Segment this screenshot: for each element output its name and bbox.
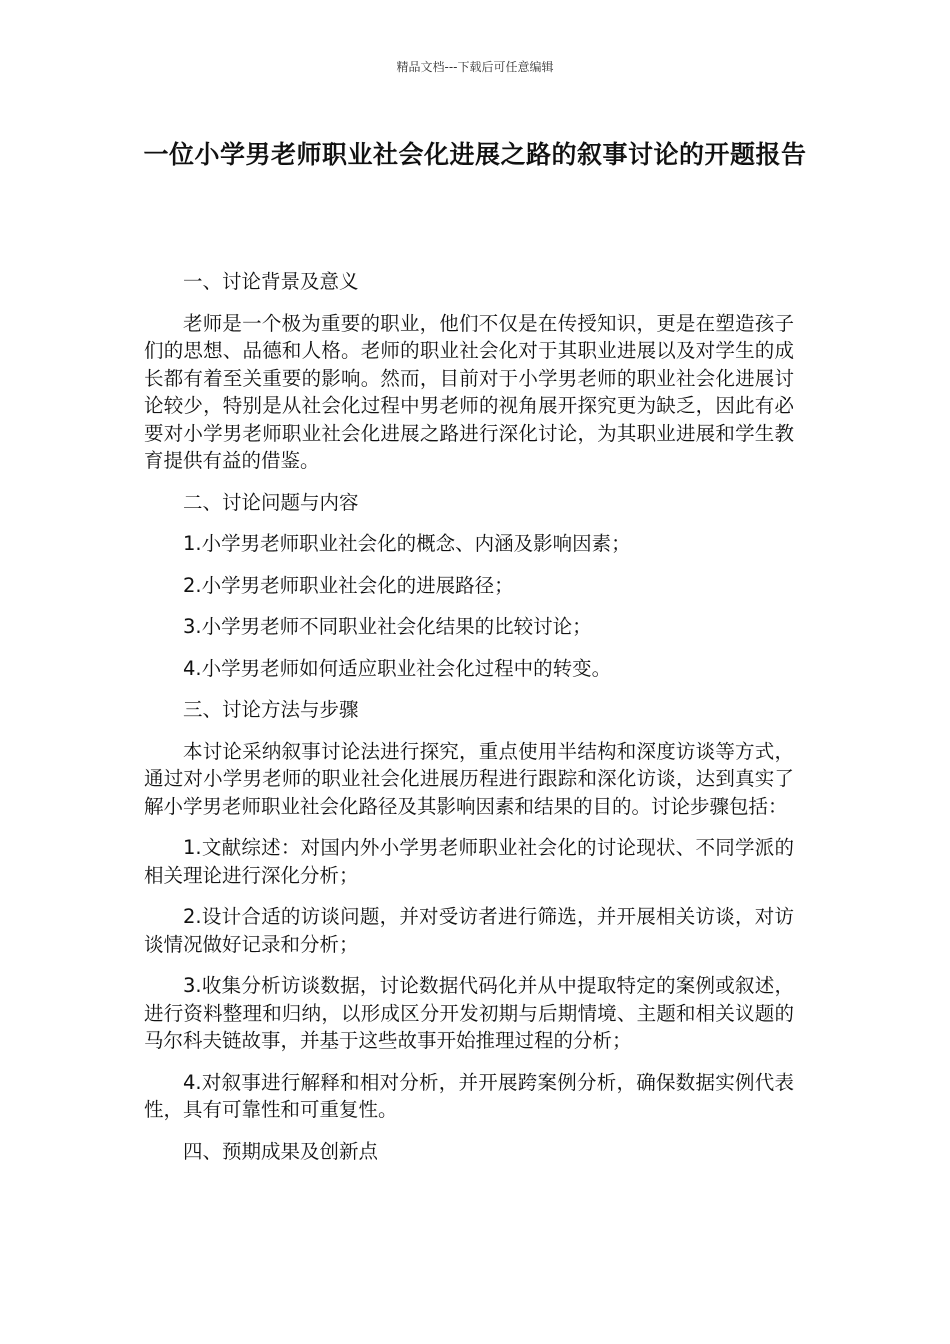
section-heading: 一、讨论背景及意义 [183,270,359,293]
section-heading: 四、预期成果及创新点 [183,1139,379,1163]
page-header: 精品文档---下载后可任意编辑 [396,60,554,74]
list-item: 3.小学男老师不同职业社会化结果的比较讨论； [183,615,592,638]
list-item: 2.设计合适的访谈问题，并对受访者进行筛选，并开展相关访谈，对访谈情况做好记录和分析； [144,905,794,956]
document-body [144,268,794,1179]
paragraph: 老师是一个极为重要的职业，他们不仅是在传授知识，更是在塑造孩子们的思想、品德和人格。老师的职业社会化对于其职业进展以及对学生的成长都有着至关重要的影响。然而，目前对于小学男老师的职业社会化进展讨论较少，特别是从社会化过程中男老师的视角展开探究更为缺乏，因此有必要对小学男老师职业社会化进展之路进行深化讨论，为其职业进展和学生教育提供有益的借鉴。 [144,311,794,472]
list-item: 1.小学男老师职业社会化的概念、内涵及影响因素； [183,532,631,555]
list-item: 4.对叙事进行解释和相对分析，并开展跨案例分析，确保数据实例代表性，具有可靠性和可重复性。 [144,1070,794,1121]
list-item: 2.小学男老师职业社会化的进展路径； [183,573,514,597]
section-heading: 二、讨论问题与内容 [183,490,359,514]
list-item: 1.文献综述：对国内外小学男老师职业社会化的讨论现状、不同学派的相关理论进行深化分析； [144,836,794,887]
list-item: 4.小学男老师如何适应职业社会化过程中的转变。 [183,656,612,680]
section-heading: 三、讨论方法与步骤 [183,698,359,721]
paragraph: 本讨论采纳叙事讨论法进行探究，重点使用半结构和深度访谈等方式，通过对小学男老师的职业社会化进展历程进行跟踪和深化访谈，达到真实了解小学男老师职业社会化路径及其影响因素和结果的目的。讨论步骤包括： [144,739,794,818]
list-item: 3.收集分析访谈数据，讨论数据代码化并从中提取特定的案例或叙述，进行资料整理和归纳，以形成区分开发初期与后期情境、主题和相关议题的马尔科夫链故事，并基于这些故事开始推理过程的分析； [144,974,794,1052]
document-title: 一位小学男老师职业社会化进展之路的叙事讨论的开题报告 [143,140,807,169]
